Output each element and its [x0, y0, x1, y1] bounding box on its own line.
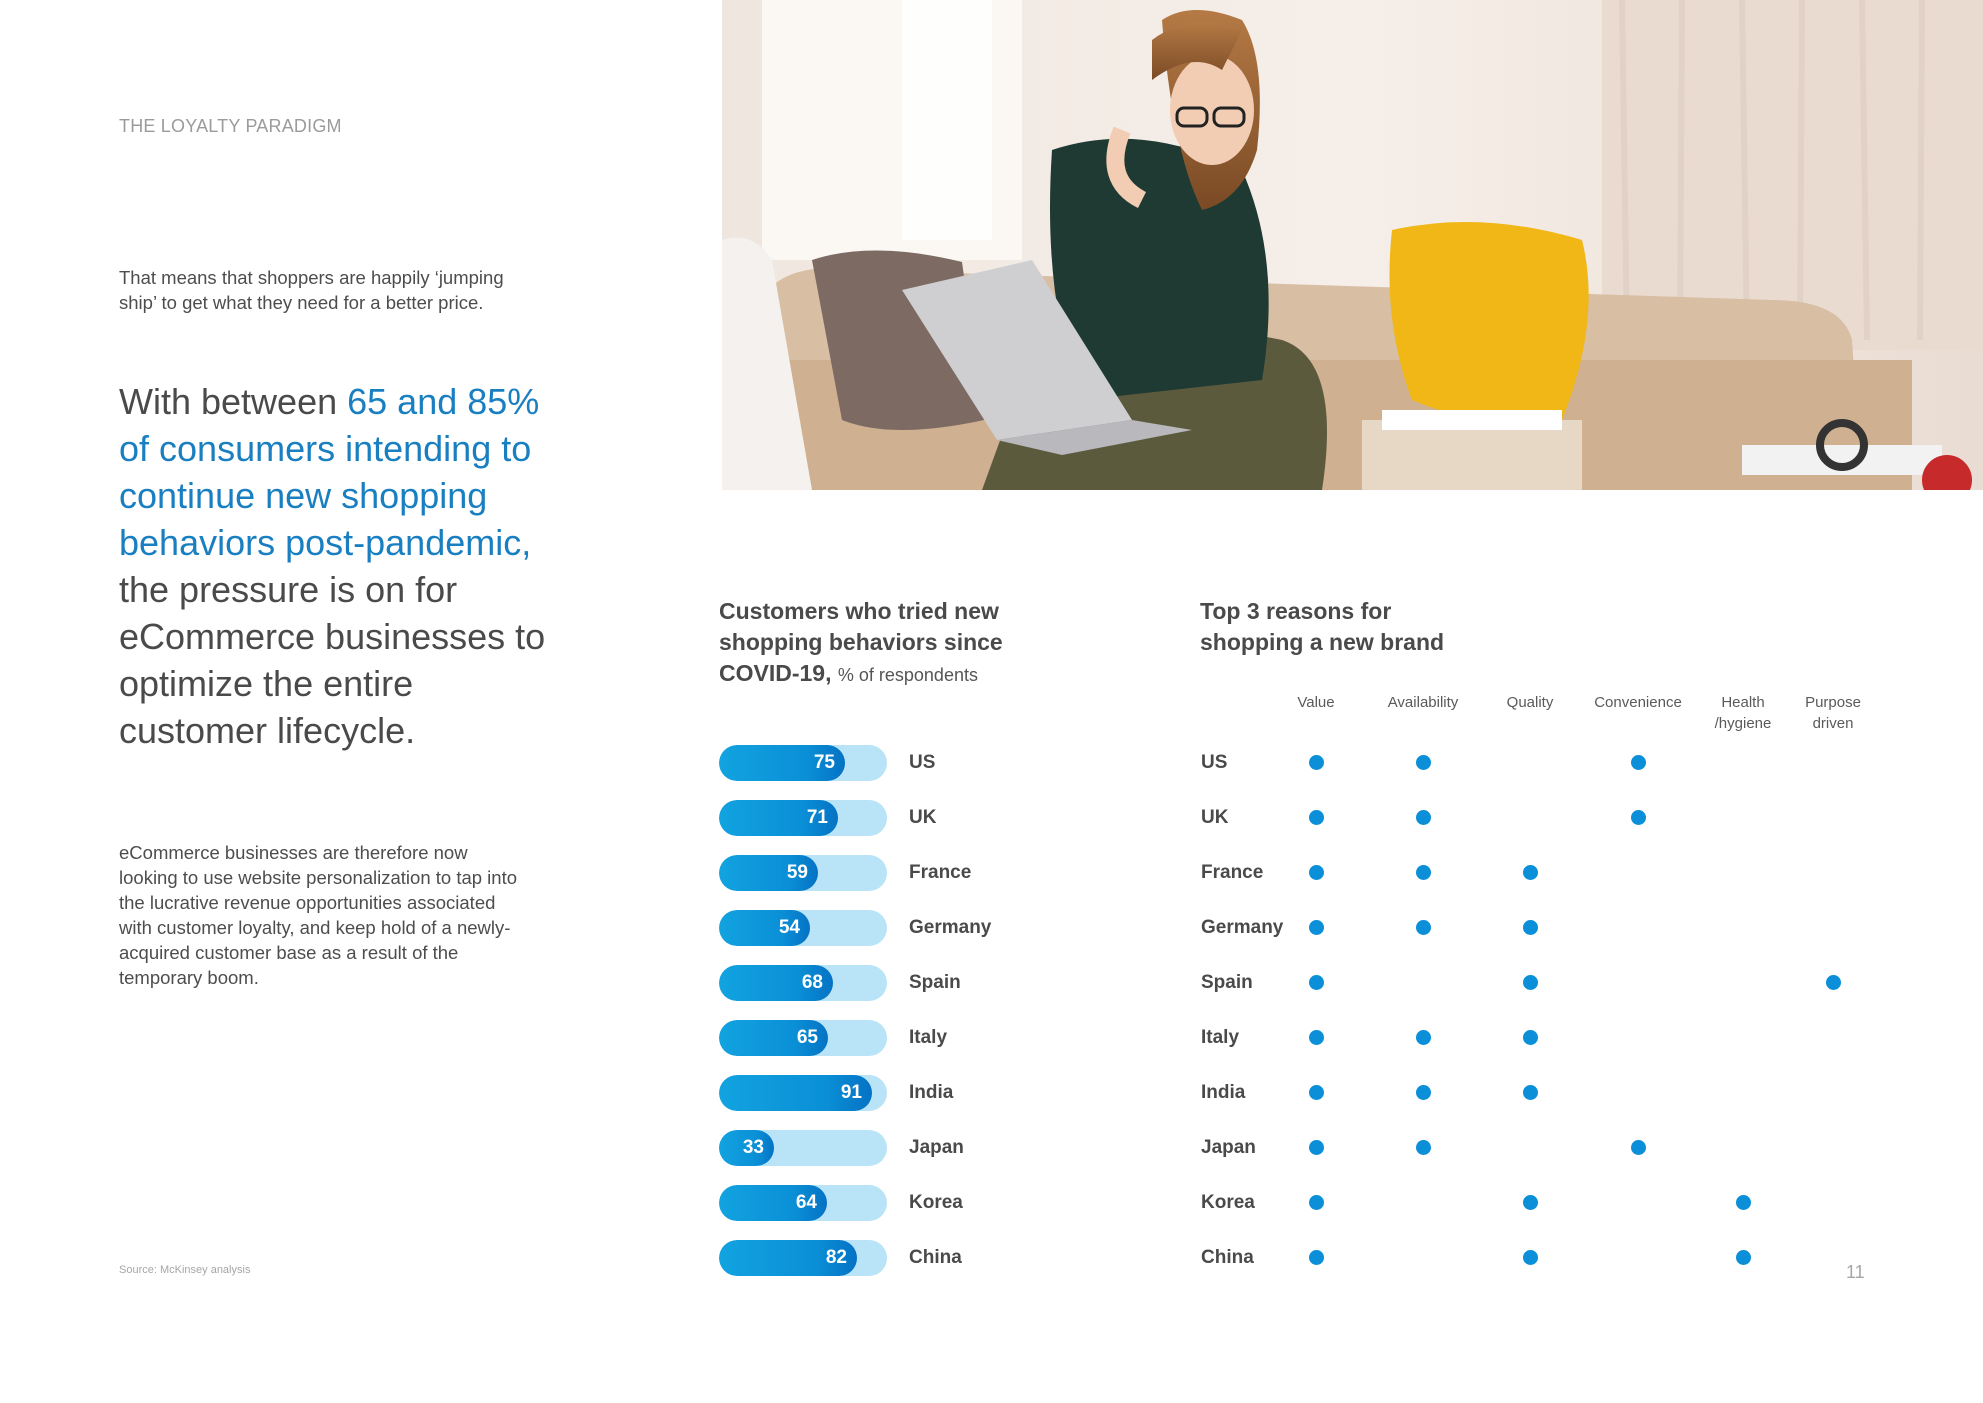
reason-dot-italy-value: [1309, 1030, 1324, 1045]
reason-dot-china-quality: [1523, 1250, 1538, 1265]
reason-dot-korea-quality: [1523, 1195, 1538, 1210]
reason-column-header: Availability: [1387, 694, 1459, 711]
reason-dot-france-quality: [1523, 865, 1538, 880]
page-number: 11: [1846, 1262, 1865, 1282]
bar-track: [719, 745, 887, 781]
bar-value-label: 54: [778, 917, 800, 938]
bar-value-label: 59: [786, 862, 808, 883]
reason-row-label: Germany: [1201, 917, 1284, 938]
reason-dot-germany-value: [1309, 920, 1324, 935]
reason-dot-germany-availability: [1416, 920, 1431, 935]
reason-dot-japan-availability: [1416, 1140, 1431, 1155]
bar-category-label: Italy: [909, 1027, 948, 1048]
headline: [119, 378, 559, 754]
reason-dot-uk-value: [1309, 810, 1324, 825]
reason-dot-india-availability: [1416, 1085, 1431, 1100]
reason-dot-italy-availability: [1416, 1030, 1431, 1045]
bar-value-label: 71: [806, 807, 828, 828]
reason-dot-india-value: [1309, 1085, 1324, 1100]
bar-track: [719, 800, 887, 836]
bar-track: [719, 1130, 887, 1166]
reason-dot-india-quality: [1523, 1085, 1538, 1100]
reason-row-label: China: [1201, 1247, 1254, 1268]
reason-dot-germany-quality: [1523, 920, 1538, 935]
bar-chart-title: [719, 596, 1059, 691]
reason-dot-spain-quality: [1523, 975, 1538, 990]
bar-category-label: Japan: [909, 1137, 964, 1158]
bar-category-label: Germany: [909, 917, 992, 938]
reason-row-label: US: [1201, 752, 1228, 773]
hero-photo: [722, 0, 1983, 490]
bar-track: [719, 1075, 887, 1111]
bar-category-label: Spain: [909, 972, 961, 993]
reason-column-header: Health /hygiene: [1714, 694, 1772, 732]
headline-highlight: 65 and 85% of consumers intending to continue new shopping behaviors post-pandemic,: [119, 381, 540, 563]
reason-dot-italy-quality: [1523, 1030, 1538, 1045]
section-label: THE LOYALTY PARADIGM: [119, 116, 342, 136]
bar-value-label: 65: [796, 1027, 818, 1048]
bar-category-label: China: [909, 1247, 962, 1268]
bar-value-label: 68: [801, 972, 823, 993]
reason-dot-us-convenience: [1631, 755, 1646, 770]
reason-dot-spain-value: [1309, 975, 1324, 990]
reason-dot-china-health-hygiene: [1736, 1250, 1751, 1265]
reason-row-label: France: [1201, 862, 1264, 883]
bar-value-label: 91: [840, 1082, 862, 1103]
reason-column-header: Value: [1297, 694, 1335, 711]
reason-column-header: Quality: [1506, 694, 1554, 711]
reason-row-label: Italy: [1201, 1027, 1240, 1048]
reason-dot-uk-convenience: [1631, 810, 1646, 825]
bar-category-label: Korea: [909, 1192, 963, 1213]
bar-track: [719, 855, 887, 891]
reason-row-label: Japan: [1201, 1137, 1256, 1158]
bar-category-label: France: [909, 862, 972, 883]
bar-category-label: UK: [909, 807, 937, 828]
bar-chart-subtitle: % of respondents: [837, 665, 978, 685]
bar-track: [719, 965, 887, 1001]
bar-value-label: 75: [813, 752, 835, 773]
reason-dot-us-availability: [1416, 755, 1431, 770]
bar-track: [719, 1240, 887, 1276]
bar-value-label: 82: [825, 1247, 847, 1268]
reason-row-label: Korea: [1201, 1192, 1255, 1213]
reason-dot-uk-availability: [1416, 810, 1431, 825]
bar-track: [719, 910, 887, 946]
bar-value-label: 33: [742, 1137, 764, 1158]
reason-dot-spain-purpose-driven: [1826, 975, 1841, 990]
bar-track: [719, 1185, 887, 1221]
reason-dot-japan-convenience: [1631, 1140, 1646, 1155]
reason-row-label: India: [1201, 1082, 1246, 1103]
bar-chart-title-text: Customers who tried new shopping behaviors since COVID-19,: [719, 598, 1003, 686]
body-text: eCommerce businesses are therefore now looking to use website personalization to tap into the lucrative revenue opportunities associated with customer loyalty, and keep hold of a newly-acquired customer base as a result of the temporary boom.: [119, 842, 518, 988]
reason-dot-korea-value: [1309, 1195, 1324, 1210]
reason-row-label: UK: [1201, 807, 1229, 828]
reason-dot-korea-health-hygiene: [1736, 1195, 1751, 1210]
reason-dot-france-value: [1309, 865, 1324, 880]
bar-track: [719, 1020, 887, 1056]
headline-pre: With between: [119, 381, 348, 422]
reason-column-header: Purpose driven: [1805, 694, 1861, 732]
reason-dot-china-value: [1309, 1250, 1324, 1265]
bar-value-label: 64: [795, 1192, 817, 1213]
reason-column-header: Convenience: [1594, 694, 1682, 711]
reason-dot-france-availability: [1416, 865, 1431, 880]
headline-post: the pressure is on for eCommerce businesses to optimize the entire customer lifecycle.: [119, 569, 546, 751]
reason-dot-japan-value: [1309, 1140, 1324, 1155]
reasons-chart-title: Top 3 reasons for shopping a new brand: [1200, 598, 1445, 655]
bar-category-label: US: [909, 752, 936, 773]
reason-dot-us-value: [1309, 755, 1324, 770]
intro-text: That means that shoppers are happily ‘jumping ship’ to get what they need for a better price.: [119, 267, 504, 313]
bar-category-label: India: [909, 1082, 954, 1103]
source-note: Source: McKinsey analysis: [119, 1264, 251, 1276]
reason-row-label: Spain: [1201, 972, 1253, 993]
